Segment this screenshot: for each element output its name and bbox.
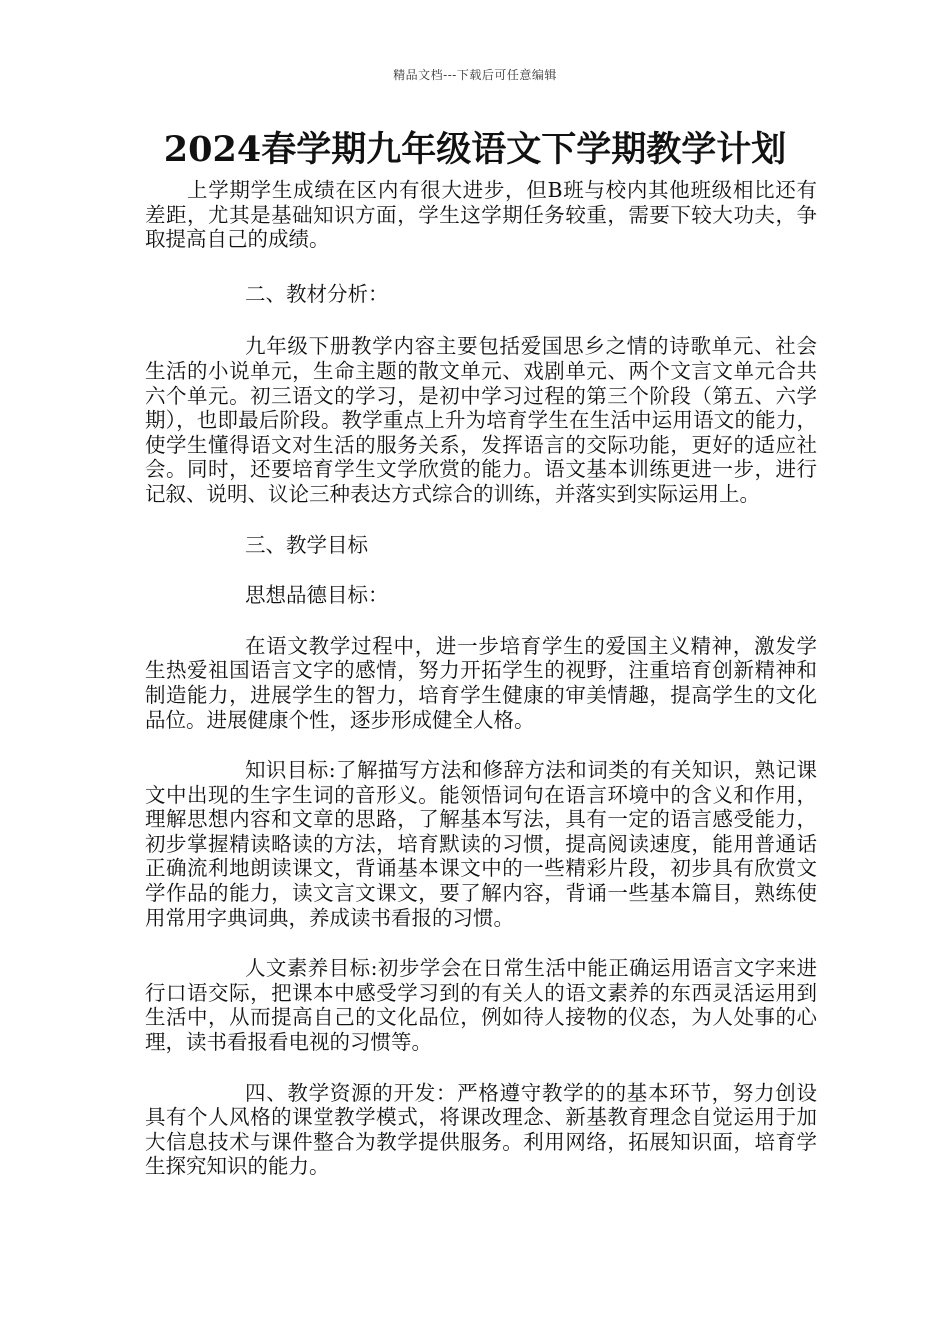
section-heading-textbook-analysis: 二、教材分析： xyxy=(245,281,389,306)
document-body xyxy=(145,178,817,1179)
section-heading-teaching-goals: 三、教学目标 xyxy=(245,532,368,557)
document-title: 2024春学期九年级语文下学期教学计划 xyxy=(163,129,787,170)
humanities-goals-paragraph: 人文素养目标:初步学会在日常生活中能正确运用语言文字来进行口语交际，把课本中感受学习到的有关人的语文素养的东西灵活运用到生活中，从而提高自己的文化品位，例如待人接物的仪态，为人处事的心理，读书看报看电视的习惯等。 xyxy=(145,956,817,1055)
knowledge-goals-paragraph: 知识目标:了解描写方法和修辞方法和词类的有关知识，熟记课文中出现的生字生词的音形义。能领悟词句在语言环境中的含义和作用，理解思想内容和文章的思路，了解基本写法，具有一定的语言感受能力，初步掌握精读略读的方法，培育默读的习惯，提高阅读速度，能用普通话正确流利地朗读课文，背诵基本课文中的一些精彩片段，初步具有欣赏文学作品的能力，读文言文课文，要了解内容，背诵一些基本篇目，熟练使用常用字典词典，养成读书看报的习惯。 xyxy=(145,758,817,930)
intro-paragraph: 上学期学生成绩在区内有很大进步，但B班与校内其他班级相比还有差距，尤其是基础知识方面，学生这学期任务较重，需要下较大功夫，争取提高自己的成绩。 xyxy=(145,178,817,252)
textbook-analysis-paragraph: 九年级下册教学内容主要包括爱国思乡之情的诗歌单元、社会生活的小说单元，生命主题的散文单元、戏剧单元、两个文言文单元合共六个单元。初三语文的学习，是初中学习过程的第三个阶段（第五、六学期），也即最后阶段。教学重点上升为培育学生在生活中运用语文的能力，使学生懂得语文对生活的服务关系，发挥语言的交际功能，更好的适应社会。同时，还要培育学生文学欣赏的能力。语文基本训练更进一步，进行记叙、说明、议论三种表达方式综合的训练，并落实到实际运用上。 xyxy=(145,334,817,506)
moral-goals-paragraph: 在语文教学过程中，进一步培育学生的爱国主义精神，激发学生热爱祖国语言文字的感情，努力开拓学生的视野，注重培育创新精神和制造能力，进展学生的智力，培育学生健康的审美情趣，提高学生的文化品位。进展健康个性，逐步形成健全人格。 xyxy=(145,633,817,732)
subheading-moral-goals: 思想品德目标： xyxy=(245,583,389,608)
teaching-resources-paragraph: 四、教学资源的开发：严格遵守教学的的基本环节，努力创设具有个人风格的课堂教学模式，将课改理念、新基教育理念自觉运用于加大信息技术与课件整合为教学提供服务。利用网络，拓展知识面，培育学生探究知识的能力。 xyxy=(145,1080,817,1179)
page-header: 精品文档---下载后可任意编辑 xyxy=(393,68,557,82)
